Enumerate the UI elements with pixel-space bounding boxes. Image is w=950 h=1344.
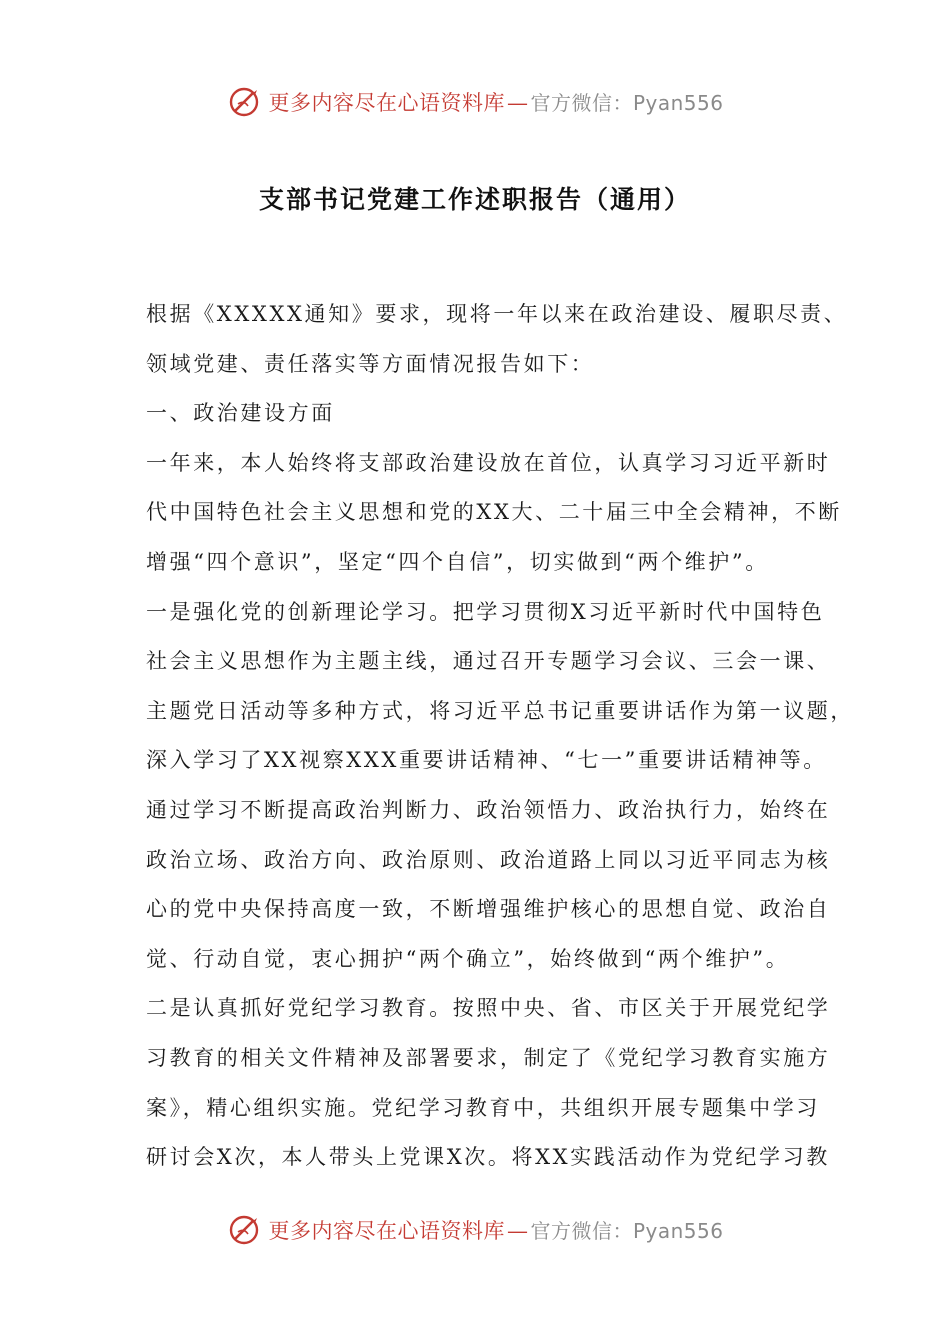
section-heading: 一、政治建设方面 (146, 401, 335, 426)
watermark-text (268, 87, 723, 117)
body-line: 政治立场、政治方向、政治原则、政治道路上同以习近平同志为核 (146, 847, 831, 872)
body-line: 习教育的相关文件精神及部署要求，制定了《党纪学习教育实施方 (146, 1045, 831, 1070)
body-line: 一是强化党的创新理论学习。把学习贯彻X习近平新时代中国特色 (146, 599, 825, 624)
watermark-main-text: 更多内容尽在心语资料库 (268, 1219, 505, 1243)
document-body (146, 290, 854, 1183)
body-line: 案》，精心组织实施。党纪学习教育中，共组织开展专题集中学习 (146, 1095, 820, 1120)
body-line: 主题党日活动等多种方式，将习近平总书记重要讲话作为第一议题， (146, 698, 854, 723)
pen-circle-logo-icon (226, 1212, 262, 1248)
watermark-main-text: 更多内容尽在心语资料库 (268, 91, 505, 115)
watermark-dash: — (506, 91, 529, 115)
body-line: 通过学习不断提高政治判断力、政治领悟力、政治执行力，始终在 (146, 797, 831, 822)
watermark-text (268, 1215, 723, 1245)
body-line: 一年来，本人始终将支部政治建设放在首位，认真学习习近平新时 (146, 450, 831, 475)
watermark-contact-text: 官方微信：Pyan556 (530, 1219, 724, 1243)
body-line: 社会主义思想作为主题主线，通过召开专题学习会议、三会一课、 (146, 649, 831, 674)
body-line: 深入学习了XX视察XXX重要讲话精神、“七一”重要讲话精神等。 (146, 748, 827, 773)
body-line: 根据《XXXXX通知》要求，现将一年以来在政治建设、履职尽责、 (146, 302, 848, 326)
watermark-dash: — (506, 1219, 529, 1243)
body-line: 增强“四个意识”，坚定“四个自信”，切实做到“两个维护”。 (146, 549, 769, 574)
body-line: 领域党建、责任落实等方面情况报告如下： (146, 351, 595, 376)
pen-circle-logo-icon (226, 84, 262, 120)
body-line: 心的党中央保持高度一致，不断增强维护核心的思想自觉、政治自 (146, 897, 831, 922)
footer-watermark-banner (0, 1210, 950, 1250)
watermark-contact-text: 官方微信：Pyan556 (530, 91, 724, 115)
body-line: 代中国特色社会主义思想和党的XX大、二十届三中全会精神，不断 (146, 500, 842, 525)
header-watermark-banner (0, 82, 950, 122)
body-line: 研讨会X次，本人带头上党课X次。将XX实践活动作为党纪学习教 (146, 1145, 830, 1170)
document-title: 支部书记党建工作述职报告（通用） (258, 185, 691, 214)
body-line: 二是认真抓好党纪学习教育。按照中央、省、市区关于开展党纪学 (146, 996, 831, 1021)
body-line: 觉、行动自觉，衷心拥护“两个确立”，始终做到“两个维护”。 (146, 946, 790, 971)
